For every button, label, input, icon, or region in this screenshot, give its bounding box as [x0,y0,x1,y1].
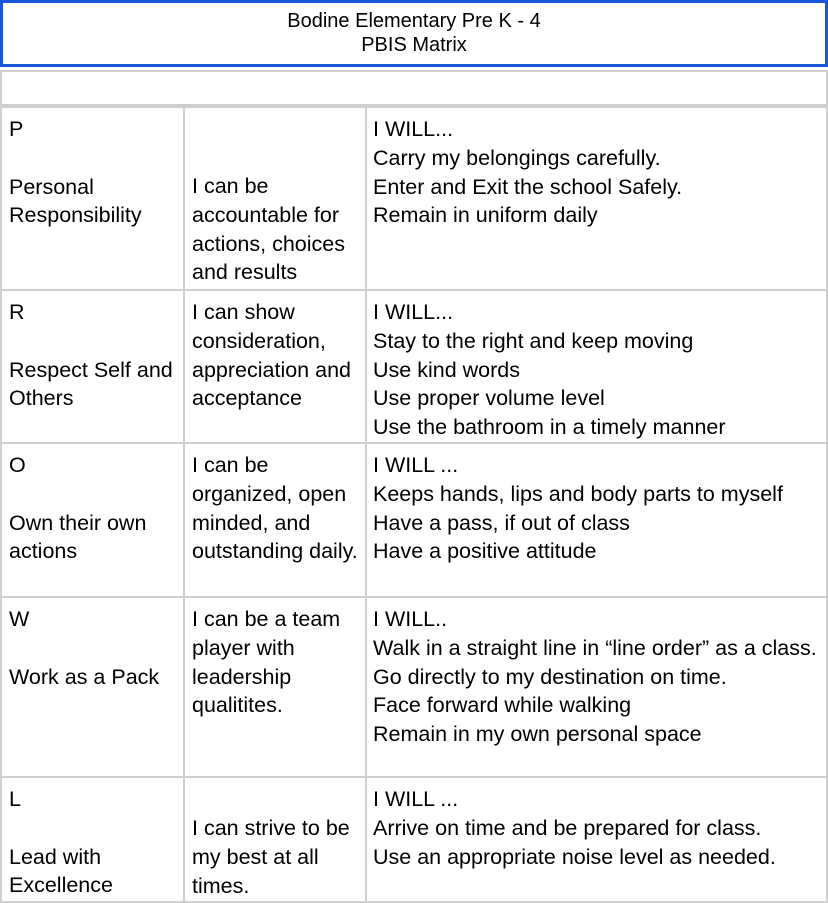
expectations-cell[interactable] [366,290,827,443]
matrix-row-r [1,290,827,443]
expectation-line: I WILL ... [373,452,459,477]
value-name: Personal Responsibility [9,174,142,228]
statement-cell[interactable] [184,290,366,443]
expectation-line: Use the bathroom in a timely manner [373,415,726,440]
expectation-line: I WILL.. [373,606,448,631]
expectation-line: Remain in my own personal space [373,722,702,747]
expectation-line: Go directly to my destination on time. [373,664,727,689]
statement-text: I can show consideration, appreciation and acceptance [192,300,351,411]
blank-row [0,70,828,106]
statement-text: I can strive to be my best at all times. [192,815,350,898]
value-name: Lead with Excellence [9,844,113,898]
expectations-cell[interactable] [366,597,827,777]
row-letter: O [9,452,26,477]
expectations-cell[interactable] [366,443,827,597]
statement-cell[interactable] [184,443,366,597]
value-cell[interactable] [1,290,184,443]
statement-cell[interactable] [184,597,366,777]
statement-cell[interactable] [184,107,366,290]
value-cell[interactable] [1,777,184,902]
expectation-line: Carry my belongings carefully. [373,145,661,170]
expectation-line: Face forward while walking [373,693,632,718]
value-cell[interactable] [1,597,184,777]
row-letter: L [9,786,21,811]
expectations-cell[interactable] [366,777,827,902]
school-name: Bodine Elementary Pre K - 4 [287,10,541,32]
value-cell[interactable] [1,107,184,290]
statement-text: I can be accountable for actions, choices and results [192,174,345,285]
expectation-line: Remain in uniform daily [373,203,598,228]
row-letter: W [9,606,30,631]
expectation-line: I WILL... [373,300,454,324]
expectation-line: I WILL... [373,117,454,141]
expectation-line: Walk in a straight line in “line order” as a class. [373,635,817,660]
expectation-line: Have a pass, if out of class [373,510,630,535]
matrix-row-l [1,777,827,902]
expectations-cell[interactable] [366,107,827,290]
expectation-line: Use proper volume level [373,386,605,411]
expectation-line: Enter and Exit the school Safely. [373,174,683,199]
value-name: Own their own actions [9,510,147,564]
statement-cell[interactable] [184,777,366,902]
matrix-row-p [1,107,827,290]
expectation-line: Use an appropriate noise level as needed. [373,844,776,869]
expectation-line: Use kind words [373,357,520,382]
expectation-line: Keeps hands, lips and body parts to myself [373,481,783,506]
expectation-line: Have a positive attitude [373,539,597,564]
matrix-row-o [1,443,827,597]
value-name: Work as a Pack [9,664,160,689]
expectation-line: Arrive on time and be prepared for class. [373,815,762,840]
expectation-line: Stay to the right and keep moving [373,328,694,353]
matrix-title-banner [0,0,828,67]
value-cell[interactable] [1,443,184,597]
matrix-row-w [1,597,827,777]
row-letter: R [9,300,25,324]
matrix-title: PBIS Matrix [361,34,467,56]
expectation-line: I WILL ... [373,786,459,811]
value-name: Respect Self and Others [9,357,173,411]
statement-text: I can be a team player with leadership qualitites. [192,606,341,718]
pbis-matrix-table [0,106,828,903]
statement-text: I can be organized, open minded, and outstanding daily. [192,452,358,564]
row-letter: P [9,117,24,141]
